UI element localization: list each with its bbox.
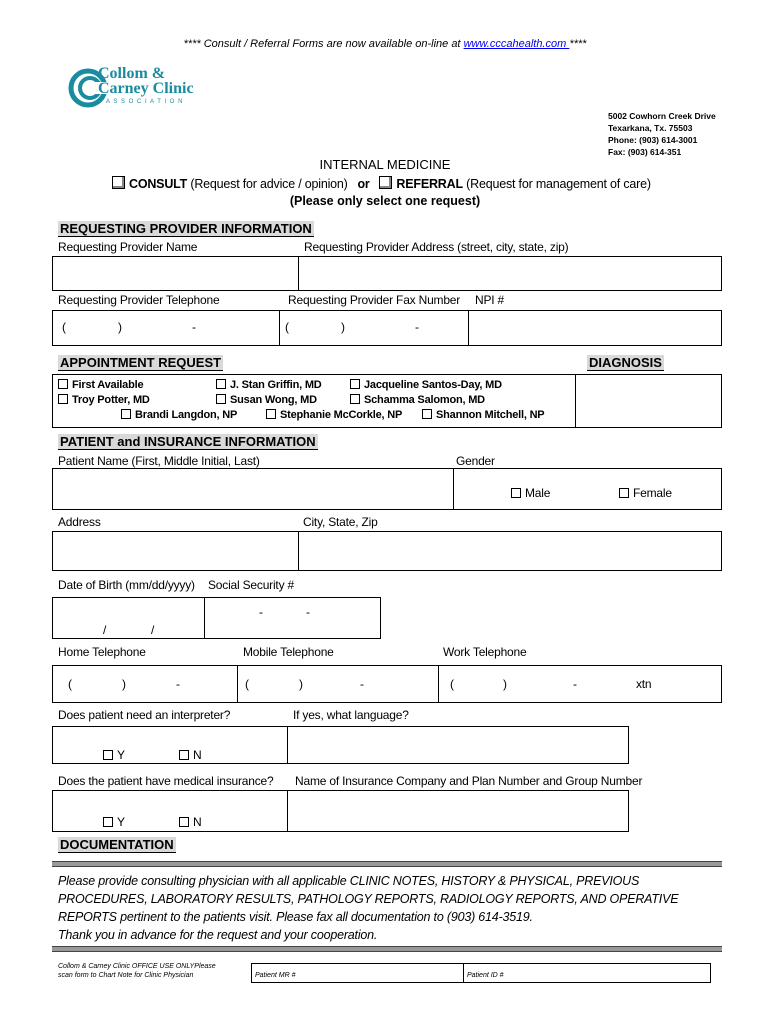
mobile-paren-close: ) xyxy=(299,677,303,691)
appt-option-label: Brandi Langdon, NP xyxy=(135,409,238,421)
patient-id-label: Patient ID # xyxy=(467,972,504,979)
work-dash: - xyxy=(573,677,577,691)
provider-address-field[interactable] xyxy=(298,256,722,291)
home-paren-open: ( xyxy=(68,677,72,691)
doc-line-1: Please provide consulting physician with all applicable CLINIC NOTES, HISTORY & PHYSICAL, PREVIOUS xyxy=(58,874,640,888)
clinic-phone: Phone: (903) 614-3001 xyxy=(608,135,698,145)
provider-phone-field[interactable] xyxy=(52,310,280,346)
documentation-text xyxy=(58,872,678,944)
provider-address-label: Requesting Provider Address (street, city, state, zip) xyxy=(304,240,569,254)
clinic-logo xyxy=(68,66,228,110)
doc-divider-top xyxy=(52,861,722,867)
appt-checkbox[interactable] xyxy=(216,394,226,404)
office-use-line-1: Collom & Carney Clinic OFFICE USE ONLYPlease xyxy=(58,963,216,970)
clinic-city: Texarkana, Tx. 75503 xyxy=(608,123,693,133)
notice-prefix: **** Consult / Referral Forms are now available on-line at xyxy=(183,38,464,50)
language-field[interactable] xyxy=(287,726,629,764)
address-field[interactable] xyxy=(52,531,299,571)
ssn-dash-1: - xyxy=(259,605,263,619)
consult-checkbox[interactable] xyxy=(112,176,125,189)
appt-option-label: Shannon Mitchell, NP xyxy=(436,409,545,421)
gender-label: Gender xyxy=(456,454,495,468)
online-notice xyxy=(0,38,770,50)
documentation-section-title: DOCUMENTATION xyxy=(60,837,174,852)
insurance-yes-option[interactable] xyxy=(103,815,125,829)
appt-checkbox[interactable] xyxy=(58,394,68,404)
appt-santos-day[interactable] xyxy=(350,379,502,391)
referral-desc: (Request for management of care) xyxy=(462,177,651,191)
or-label: or xyxy=(357,177,370,191)
clinic-address-block xyxy=(608,110,716,158)
doc-divider-bottom xyxy=(52,946,722,952)
male-label: Male xyxy=(525,486,551,500)
female-label: Female xyxy=(633,486,672,500)
provider-fax-field[interactable] xyxy=(279,310,469,346)
city-label: City, State, Zip xyxy=(303,515,378,529)
patient-mr-label: Patient MR # xyxy=(255,972,296,979)
work-phone-field[interactable] xyxy=(438,665,722,703)
insurance-no-option[interactable] xyxy=(179,815,201,829)
diagnosis-title: DIAGNOSIS xyxy=(589,355,662,370)
phone-paren-open: ( xyxy=(62,320,66,334)
appt-potter[interactable] xyxy=(58,394,150,406)
address-label: Address xyxy=(58,515,101,529)
dob-field[interactable] xyxy=(52,597,205,639)
appt-wong[interactable] xyxy=(216,394,317,406)
npi-field[interactable] xyxy=(468,310,722,346)
notice-suffix: **** xyxy=(569,38,587,50)
requesting-section-title: REQUESTING PROVIDER INFORMATION xyxy=(60,221,312,236)
city-state-zip-field[interactable] xyxy=(298,531,722,571)
insurance-yes-checkbox[interactable] xyxy=(103,817,113,827)
mobile-phone-field[interactable] xyxy=(237,665,439,703)
fax-paren-open: ( xyxy=(285,320,289,334)
patient-name-field[interactable] xyxy=(52,468,454,510)
provider-name-field[interactable] xyxy=(52,256,299,291)
gender-female-option[interactable] xyxy=(619,486,672,500)
work-paren-open: ( xyxy=(450,677,454,691)
fax-paren-close: ) xyxy=(341,320,345,334)
appt-checkbox[interactable] xyxy=(350,394,360,404)
insurance-name-field[interactable] xyxy=(287,790,629,832)
insurance-box xyxy=(52,790,288,832)
appt-salomon[interactable] xyxy=(350,394,485,406)
provider-fax-label: Requesting Provider Fax Number xyxy=(288,293,461,307)
dob-slash-1: / xyxy=(103,623,107,637)
appt-option-label: J. Stan Griffin, MD xyxy=(230,379,322,391)
appt-checkbox[interactable] xyxy=(266,409,276,419)
mobile-paren-open: ( xyxy=(245,677,249,691)
logo-line1: Collom & xyxy=(98,65,166,82)
website-link[interactable]: www.cccahealth.com xyxy=(463,38,570,50)
doc-line-4: Thank you in advance for the request and your cooperation. xyxy=(58,928,378,942)
appt-option-label: Jacqueline Santos-Day, MD xyxy=(364,379,502,391)
gender-box xyxy=(453,468,722,510)
no-label: N xyxy=(193,815,202,829)
dob-slash-2: / xyxy=(151,623,155,637)
clinic-fax: Fax: (903) 614-351 xyxy=(608,147,682,157)
home-phone-field[interactable] xyxy=(52,665,238,703)
work-paren-close: ) xyxy=(503,677,507,691)
doc-line-3: REPORTS pertinent to the patients visit. Please fax all documentation to (903) 614-3519. xyxy=(58,910,533,924)
appt-checkbox[interactable] xyxy=(216,379,226,389)
interpreter-no-checkbox[interactable] xyxy=(179,750,189,760)
interpreter-box xyxy=(52,726,288,764)
appt-option-label: Schamma Salomon, MD xyxy=(364,394,485,406)
consult-label: CONSULT xyxy=(129,177,188,191)
appt-option-label: Troy Potter, MD xyxy=(72,394,150,406)
doc-line-2: PROCEDURES, LABORATORY RESULTS, PATHOLOGY REPORTS, RADIOLOGY REPORTS, AND OPERATIVE xyxy=(58,892,679,906)
office-use-line-2: scan form to Chart Note for Clinic Physician xyxy=(58,972,194,979)
interpreter-question: Does patient need an interpreter? xyxy=(58,708,231,722)
interpreter-yes-option[interactable] xyxy=(103,748,125,762)
provider-phone-label: Requesting Provider Telephone xyxy=(58,293,220,307)
mobile-dash: - xyxy=(360,677,364,691)
ssn-field[interactable] xyxy=(204,597,381,639)
patient-name-label: Patient Name (First, Middle Initial, Last) xyxy=(58,454,260,468)
appt-checkbox[interactable] xyxy=(121,409,131,419)
clinic-street: 5002 Cowhorn Creek Drive xyxy=(608,111,716,121)
work-phone-label: Work Telephone xyxy=(443,645,527,659)
language-question: If yes, what language? xyxy=(293,708,409,722)
ssn-dash-2: - xyxy=(306,605,310,619)
yes-label: Y xyxy=(117,815,125,829)
insurance-no-checkbox[interactable] xyxy=(179,817,189,827)
work-xtn: xtn xyxy=(636,677,652,691)
select-note: (Please only select one request) xyxy=(289,194,481,208)
request-type-row xyxy=(112,176,651,191)
male-checkbox[interactable] xyxy=(511,488,521,498)
fax-dash: - xyxy=(415,320,419,334)
appt-option-label: Stephanie McCorkle, NP xyxy=(280,409,403,421)
home-paren-close: ) xyxy=(122,677,126,691)
referral-label: REFERRAL xyxy=(396,177,463,191)
appt-mccorkle[interactable] xyxy=(266,409,402,421)
home-dash: - xyxy=(176,677,180,691)
ssn-label: Social Security # xyxy=(208,578,294,592)
npi-label: NPI # xyxy=(475,293,505,307)
interpreter-yes-checkbox[interactable] xyxy=(103,750,113,760)
yes-label: Y xyxy=(117,748,125,762)
provider-name-label: Requesting Provider Name xyxy=(58,240,198,254)
logo-sub: A S S O C I A T I O N xyxy=(106,99,184,105)
appt-langdon[interactable] xyxy=(121,409,237,421)
appt-first-available[interactable] xyxy=(58,379,143,391)
form-title: INTERNAL MEDICINE xyxy=(319,157,451,172)
phone-paren-close: ) xyxy=(118,320,122,334)
patient-section-title: PATIENT and INSURANCE INFORMATION xyxy=(60,434,316,449)
gender-male-option[interactable] xyxy=(511,486,550,500)
appt-checkbox[interactable] xyxy=(350,379,360,389)
no-label: N xyxy=(193,748,202,762)
appt-option-label: Susan Wong, MD xyxy=(230,394,317,406)
appt-griffin[interactable] xyxy=(216,379,322,391)
insurance-name-question: Name of Insurance Company and Plan Number and Group Number xyxy=(295,774,643,788)
appt-mitchell[interactable] xyxy=(422,409,544,421)
mobile-phone-label: Mobile Telephone xyxy=(243,645,334,659)
female-checkbox[interactable] xyxy=(619,488,629,498)
consult-desc: (Request for advice / opinion) xyxy=(187,177,348,191)
appointment-section-title: APPOINTMENT REQUEST xyxy=(60,355,222,370)
interpreter-no-option[interactable] xyxy=(179,748,201,762)
logo-line2: Carney Clinic xyxy=(98,80,194,97)
phone-dash: - xyxy=(192,320,196,334)
home-phone-label: Home Telephone xyxy=(58,645,146,659)
office-use-note xyxy=(58,962,216,980)
diagnosis-field[interactable] xyxy=(575,374,722,428)
insurance-question: Does the patient have medical insurance? xyxy=(58,774,274,788)
appt-option-label: First Available xyxy=(72,379,144,391)
dob-label: Date of Birth (mm/dd/yyyy) xyxy=(58,578,195,592)
appt-checkbox[interactable] xyxy=(422,409,432,419)
appt-checkbox[interactable] xyxy=(58,379,68,389)
referral-checkbox[interactable] xyxy=(379,176,392,189)
